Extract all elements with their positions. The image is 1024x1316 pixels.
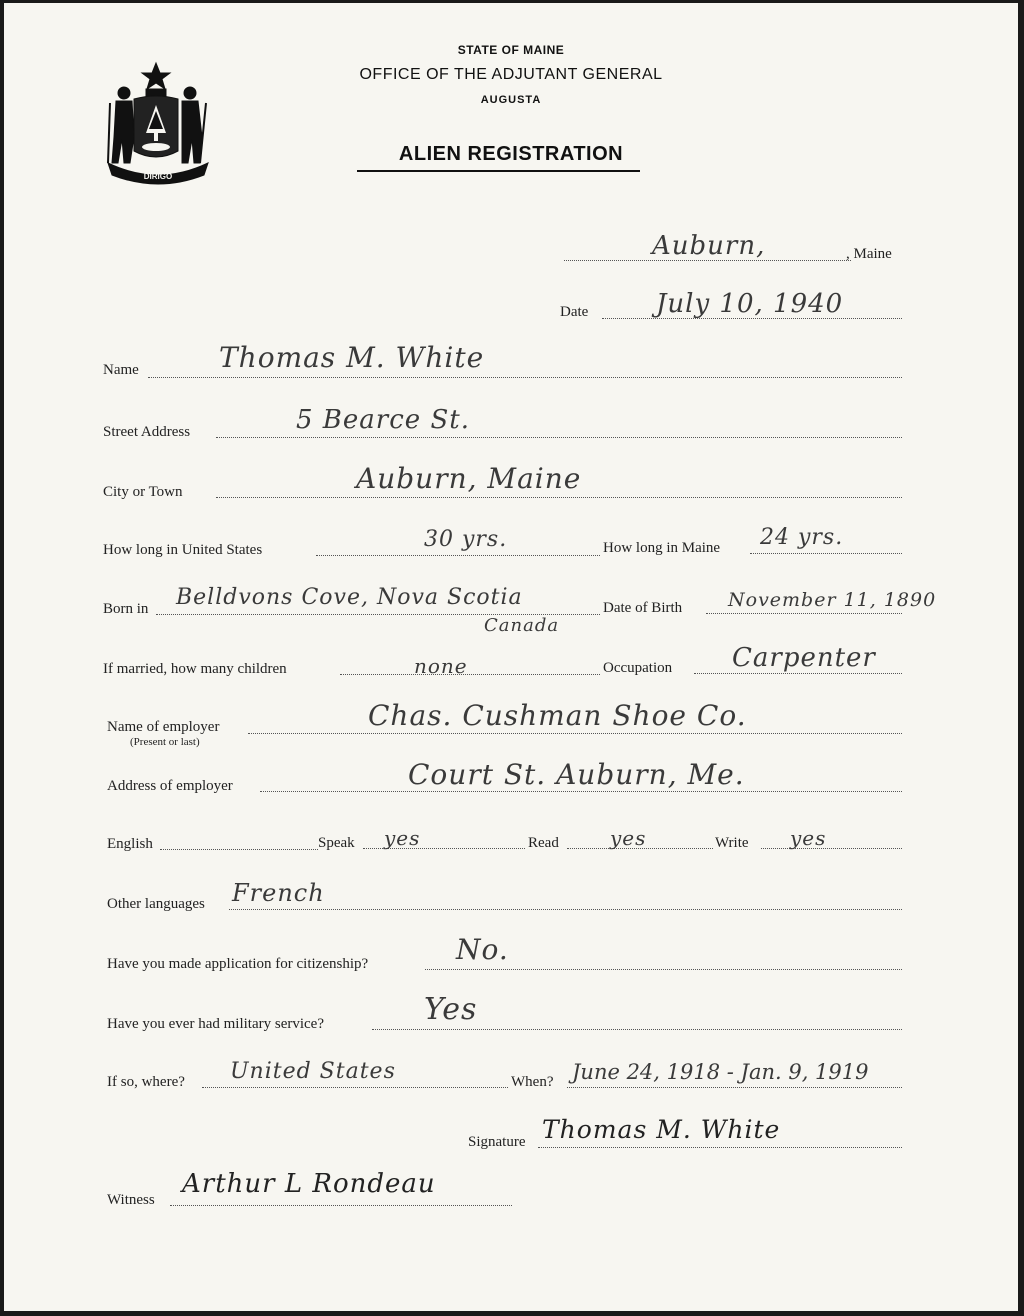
city-value: Auburn, Maine bbox=[356, 462, 582, 495]
signature-value: Thomas M. White bbox=[542, 1115, 781, 1144]
signature-label: Signature bbox=[468, 1134, 526, 1150]
employer-value: Chas. Cushman Shoe Co. bbox=[368, 699, 747, 732]
title-underline bbox=[357, 170, 640, 172]
name-value: Thomas M. White bbox=[219, 341, 485, 374]
speak-label: Speak bbox=[318, 835, 355, 851]
dob-label: Date of Birth bbox=[603, 600, 683, 616]
write-dots bbox=[761, 848, 902, 849]
street-dots bbox=[216, 437, 902, 438]
form-title: ALIEN REGISTRATION bbox=[398, 143, 624, 165]
seal-motto: DIRIGO bbox=[143, 172, 173, 181]
street-label: Street Address bbox=[103, 424, 191, 440]
children-dots bbox=[340, 674, 600, 675]
dob-dots bbox=[706, 613, 902, 614]
us-value: 30 yrs. bbox=[424, 527, 508, 552]
born-note: Canada bbox=[484, 615, 560, 636]
us-label: How long in United States bbox=[103, 542, 263, 558]
other-lang-value: French bbox=[232, 879, 325, 907]
occupation-value: Carpenter bbox=[732, 643, 876, 673]
occupation-label: Occupation bbox=[603, 660, 673, 676]
emp-address-label: Address of employer bbox=[107, 778, 233, 794]
when-label: When? bbox=[511, 1074, 554, 1090]
english-dots bbox=[160, 849, 318, 850]
when-value: June 24, 1918 - Jan. 9, 1919 bbox=[572, 1060, 869, 1084]
street-value: 5 Bearce St. bbox=[296, 405, 470, 435]
employer-label: Name of employer bbox=[107, 719, 220, 735]
employer-sublabel: (Present or last) bbox=[130, 736, 200, 748]
maine-value: 24 yrs. bbox=[760, 525, 844, 550]
dob-value: November 11, 1890 bbox=[728, 589, 937, 611]
location-value: Auburn, bbox=[652, 231, 766, 261]
date-label: Date bbox=[560, 304, 589, 320]
city-dots bbox=[216, 497, 902, 498]
witness-dots bbox=[170, 1205, 512, 1206]
born-label: Born in bbox=[103, 601, 149, 617]
signature-dots bbox=[538, 1147, 902, 1148]
military-value: Yes bbox=[424, 992, 478, 1027]
born-value: Belldvons Cove, Nova Scotia bbox=[176, 585, 523, 610]
registration-form bbox=[4, 3, 1018, 1311]
witness-label: Witness bbox=[107, 1192, 155, 1208]
other-lang-dots bbox=[229, 909, 902, 910]
header-city: AUGUSTA bbox=[480, 94, 542, 106]
write-label: Write bbox=[715, 835, 749, 851]
other-lang-label: Other languages bbox=[107, 896, 205, 912]
military-dots bbox=[372, 1029, 902, 1030]
maine-dots bbox=[750, 553, 902, 554]
date-value: July 10, 1940 bbox=[656, 289, 844, 319]
where-label: If so, where? bbox=[107, 1074, 185, 1090]
city-label: City or Town bbox=[103, 484, 183, 500]
when-dots bbox=[567, 1087, 902, 1088]
speak-value: yes bbox=[384, 826, 421, 850]
read-value: yes bbox=[610, 826, 647, 850]
employer-dots bbox=[248, 733, 902, 734]
occupation-dots bbox=[694, 673, 902, 674]
children-value: none bbox=[414, 654, 468, 678]
where-dots bbox=[202, 1087, 508, 1088]
location-suffix: , Maine bbox=[846, 246, 892, 262]
citizenship-dots bbox=[425, 969, 902, 970]
citizenship-value: No. bbox=[456, 933, 509, 966]
children-label: If married, how many children bbox=[103, 661, 287, 677]
us-dots bbox=[316, 555, 600, 556]
name-dots bbox=[148, 377, 902, 378]
english-label: English bbox=[107, 836, 153, 852]
where-value: United States bbox=[230, 1059, 396, 1084]
header-office: OFFICE OF THE ADJUTANT GENERAL bbox=[359, 66, 663, 83]
witness-value: Arthur L Rondeau bbox=[182, 1169, 436, 1199]
military-label: Have you ever had military service? bbox=[107, 1016, 324, 1032]
header-state: STATE OF MAINE bbox=[457, 43, 565, 57]
write-value: yes bbox=[790, 826, 827, 850]
citizenship-label: Have you made application for citizenship? bbox=[107, 956, 369, 972]
emp-address-dots bbox=[260, 791, 902, 792]
maine-label: How long in Maine bbox=[603, 540, 721, 556]
name-label: Name bbox=[103, 362, 139, 378]
read-label: Read bbox=[528, 835, 559, 851]
emp-address-value: Court St. Auburn, Me. bbox=[408, 758, 745, 791]
